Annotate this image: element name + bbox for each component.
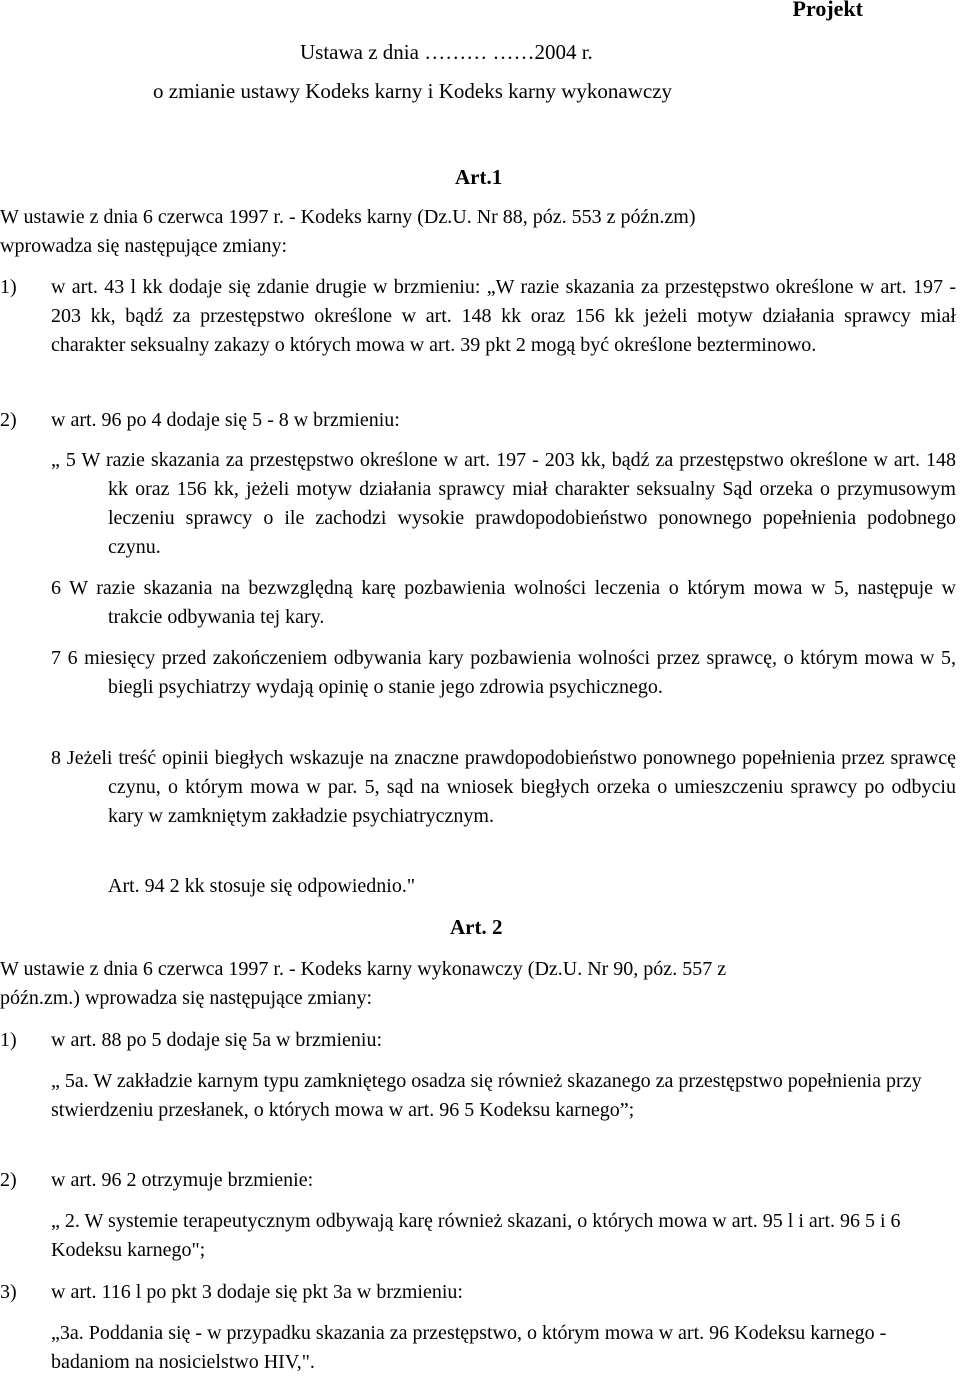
section-6 — [51, 574, 956, 632]
item-text: w art. 88 po 5 dodaje się 5a w brzmieniu: — [51, 1029, 383, 1051]
item-text: w art. 96 po 4 dodaje się 5 - 8 w brzmieniu: — [51, 409, 400, 431]
section-8-text: 8 Jeżeli treść opinii biegłych wskazuje na znaczne prawdopodobieństwo ponownego popełnienia przez sprawcę czynu, o którym mowa w par. 5, sąd na wniosek biegłych orzeka o umieszczeniu sprawcy po odbyciu kary w zamkniętym zakładzie psychiatrycznym. — [51, 747, 956, 827]
section-8 — [51, 744, 956, 831]
document-subtitle: o zmianie ustawy Kodeks karny i Kodeks karny wykonawczy — [153, 79, 673, 103]
article-2-item-1-quote: „ 5a. W zakładzie karnym typu zamkniętego osadza się również skazanego za przestępstwo popełnienia przy stwierdzeniu przesłanek, o których mowa w art. 96 5 Kodeksu karnego”; — [51, 1070, 922, 1121]
project-label: Projekt — [792, 0, 863, 21]
article-1-intro-line1: W ustawie z dnia 6 czerwca 1997 r. - Kodeks karny (Dz.U. Nr 88, póz. 553 z późn.zm) — [0, 206, 696, 228]
article-1-intro-line2: wprowadza się następujące zmiany: — [0, 235, 288, 257]
section-5-text: „ 5 W razie skazania za przestępstwo określone w art. 197 - 203 kk, bądź za przestępstwo określone w art. 148 kk oraz 156 kk, jeżeli motyw działania sprawcy miał charakter seksualny Sąd orzeka o przymusowym leczeniu sprawcy o ile zachodzi wysokie prawdopodobieństwo ponownego popełnienia podobnego czynu. — [51, 449, 956, 558]
item-number: 2) — [0, 1169, 17, 1191]
article-2-intro-line1: W ustawie z dnia 6 czerwca 1997 r. - Kodeks karny wykonawczy (Dz.U. Nr 90, póz. 557 z — [0, 958, 727, 980]
item-number: 2) — [0, 409, 17, 431]
item-text: w art. 116 l po pkt 3 dodaje się pkt 3a w brzmieniu: — [51, 1281, 463, 1303]
section-8-tail: Art. 94 2 kk stosuje się odpowiednio." — [108, 875, 416, 897]
article-1-heading: Art.1 — [455, 165, 503, 189]
article-2-item-3-quote: „3a. Poddania się - w przypadku skazania za przestępstwo, o którym mowa w art. 96 Kodeksu karnego - badaniom na nosicielstwo HIV,". — [51, 1322, 887, 1373]
article-2-intro-line2: późn.zm.) wprowadza się następujące zmiany: — [0, 987, 373, 1009]
section-5 — [51, 446, 956, 562]
item-number: 1) — [0, 1029, 17, 1051]
item-text: w art. 96 2 otrzymuje brzmienie: — [51, 1169, 314, 1191]
item-number: 3) — [0, 1281, 17, 1303]
article-2-heading: Art. 2 — [450, 915, 503, 939]
section-7-text: 7 6 miesięcy przed zakończeniem odbywania kary pozbawienia wolności przez sprawcę, o którym mowa w 5, biegli psychiatrzy wydają opinię o stanie jego zdrowia psychicznego. — [51, 647, 956, 698]
item-text: w art. 43 l kk dodaje się zdanie drugie w brzmieniu: „W razie skazania za przestępstwo określone w art. 197 - 203 kk, bądź za przestępstwo określone w art. 148 kk oraz 156 kk jeżeli motyw działania sprawcy miał charakter seksualny zakazy o których mowa w art. 39 pkt 2 mogą być określone bezterminowo. — [51, 276, 956, 356]
article-2-item-2-quote: „ 2. W systemie terapeutycznym odbywają karę również skazani, o których mowa w art. 95 l i art. 96 5 i 6 Kodeksu karnego"; — [51, 1210, 901, 1261]
item-number: 1) — [0, 276, 17, 298]
section-7 — [51, 644, 956, 702]
section-6-text: 6 W razie skazania na bezwzględną karę pozbawienia wolności leczenia o którym mowa w 5, następuje w trakcie odbywania tej kary. — [51, 577, 956, 628]
document-title: Ustawa z dnia ……… ……2004 r. — [300, 40, 593, 64]
